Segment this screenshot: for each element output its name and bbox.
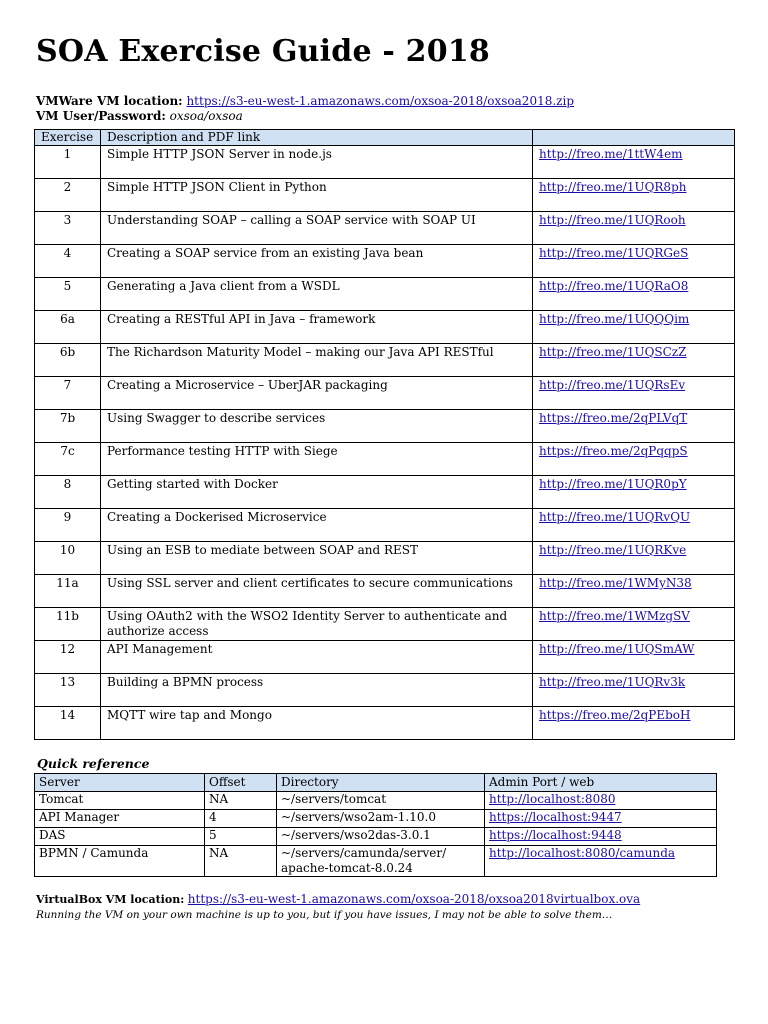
- quick-reference-body: [35, 792, 717, 877]
- server-admin-cell: [485, 846, 717, 877]
- exercise-link-cell: [533, 410, 735, 443]
- exercise-description: Creating a Dockerised Microservice: [101, 509, 533, 542]
- exercise-table-header: [35, 130, 735, 146]
- exercise-pdf-link[interactable]: http://freo.me/1UQRKve: [539, 543, 687, 557]
- exercise-description: Using an ESB to mediate between SOAP and REST: [101, 542, 533, 575]
- exercise-pdf-link[interactable]: http://freo.me/1UQR0pY: [539, 477, 687, 491]
- exercise-row: [35, 179, 735, 212]
- exercise-pdf-link[interactable]: https://freo.me/2qPEboH: [539, 708, 691, 722]
- exercise-description: Creating a Microservice – UberJAR packaging: [101, 377, 533, 410]
- exercise-pdf-link[interactable]: http://freo.me/1UQRaO8: [539, 279, 689, 293]
- exercise-link-cell: [533, 476, 735, 509]
- server-admin-link[interactable]: http://localhost:8080: [489, 792, 616, 806]
- page-title: SOA Exercise Guide - 2018: [36, 34, 490, 69]
- exercise-pdf-link[interactable]: http://freo.me/1UQRv3k: [539, 675, 686, 689]
- exercise-number: 11a: [35, 575, 101, 608]
- exercise-pdf-link[interactable]: http://freo.me/1UQR8ph: [539, 180, 687, 194]
- vm-userpass-line: [36, 108, 243, 124]
- header-description: Description and PDF link: [101, 130, 533, 146]
- exercise-pdf-link[interactable]: http://freo.me/1ttW4em: [539, 147, 683, 161]
- exercise-number: 10: [35, 542, 101, 575]
- exercise-pdf-link[interactable]: https://freo.me/2qPLVqT: [539, 411, 688, 425]
- exercise-number: 7c: [35, 443, 101, 476]
- exercise-row: [35, 509, 735, 542]
- header-admin-port: Admin Port / web: [485, 774, 717, 792]
- exercise-number: 5: [35, 278, 101, 311]
- exercise-description: Creating a SOAP service from an existing Java bean: [101, 245, 533, 278]
- exercise-row: [35, 707, 735, 740]
- exercise-number: 7: [35, 377, 101, 410]
- server-name: API Manager: [35, 810, 205, 828]
- vm-location-label: VMWare VM location:: [36, 94, 183, 108]
- server-name: Tomcat: [35, 792, 205, 810]
- exercise-link-cell: [533, 311, 735, 344]
- server-admin-link[interactable]: http://localhost:8080/camunda: [489, 846, 676, 860]
- exercise-description: Generating a Java client from a WSDL: [101, 278, 533, 311]
- exercise-row: [35, 410, 735, 443]
- exercise-link-cell: [533, 443, 735, 476]
- server-row: [35, 846, 717, 877]
- exercise-number: 9: [35, 509, 101, 542]
- exercise-row: [35, 146, 735, 179]
- quick-reference-header: [35, 774, 717, 792]
- server-directory: ~/servers/tomcat: [277, 792, 485, 810]
- exercise-row: [35, 476, 735, 509]
- header-offset: Offset: [205, 774, 277, 792]
- vm-location-link[interactable]: https://s3-eu-west-1.amazonaws.com/oxsoa-2018/oxsoa2018.zip: [186, 94, 575, 108]
- exercise-number: 7b: [35, 410, 101, 443]
- exercise-link-cell: [533, 245, 735, 278]
- server-row: [35, 810, 717, 828]
- exercise-pdf-link[interactable]: http://freo.me/1UQRGeS: [539, 246, 689, 260]
- exercise-link-cell: [533, 608, 735, 641]
- exercise-number: 3: [35, 212, 101, 245]
- exercise-table: [34, 129, 735, 740]
- exercise-link-cell: [533, 509, 735, 542]
- header-server: Server: [35, 774, 205, 792]
- exercise-link-cell: [533, 641, 735, 674]
- exercise-row: [35, 245, 735, 278]
- exercise-link-cell: [533, 674, 735, 707]
- server-offset: NA: [205, 792, 277, 810]
- exercise-row: [35, 344, 735, 377]
- exercise-link-cell: [533, 707, 735, 740]
- exercise-number: 1: [35, 146, 101, 179]
- exercise-link-cell: [533, 278, 735, 311]
- vm-location-line: [36, 93, 574, 109]
- exercise-description: Using OAuth2 with the WSO2 Identity Server to authenticate and authorize access: [101, 608, 533, 641]
- quick-reference-table: [34, 773, 717, 877]
- header-directory: Directory: [277, 774, 485, 792]
- server-directory: ~/servers/wso2am-1.10.0: [277, 810, 485, 828]
- server-offset: 4: [205, 810, 277, 828]
- exercise-description: Getting started with Docker: [101, 476, 533, 509]
- server-directory: ~/servers/camunda/server/ apache-tomcat-8.0.24: [277, 846, 485, 877]
- exercise-pdf-link[interactable]: http://freo.me/1UQRooh: [539, 213, 686, 227]
- exercise-description: Creating a RESTful API in Java – framework: [101, 311, 533, 344]
- exercise-number: 14: [35, 707, 101, 740]
- exercise-pdf-link[interactable]: http://freo.me/1UQSCzZ: [539, 345, 687, 359]
- exercise-pdf-link[interactable]: http://freo.me/1WMzgSV: [539, 609, 690, 623]
- exercise-number: 6b: [35, 344, 101, 377]
- server-offset: NA: [205, 846, 277, 877]
- exercise-number: 8: [35, 476, 101, 509]
- header-exercise: Exercise: [35, 130, 101, 146]
- exercise-description: Using Swagger to describe services: [101, 410, 533, 443]
- exercise-row: [35, 443, 735, 476]
- exercise-pdf-link[interactable]: http://freo.me/1UQRsEv: [539, 378, 686, 392]
- exercise-pdf-link[interactable]: http://freo.me/1UQSmAW: [539, 642, 695, 656]
- server-row: [35, 828, 717, 846]
- exercise-row: [35, 575, 735, 608]
- exercise-row: [35, 311, 735, 344]
- exercise-number: 13: [35, 674, 101, 707]
- exercise-description: Performance testing HTTP with Siege: [101, 443, 533, 476]
- exercise-pdf-link[interactable]: http://freo.me/1UQRvQU: [539, 510, 691, 524]
- exercise-description: Simple HTTP JSON Client in Python: [101, 179, 533, 212]
- exercise-description: Understanding SOAP – calling a SOAP service with SOAP UI: [101, 212, 533, 245]
- exercise-number: 4: [35, 245, 101, 278]
- server-admin-link[interactable]: https://localhost:9447: [489, 810, 622, 824]
- server-row: [35, 792, 717, 810]
- virtualbox-line: [36, 892, 640, 906]
- virtualbox-label: VirtualBox VM location:: [36, 893, 185, 906]
- exercise-link-cell: [533, 212, 735, 245]
- header-link: [533, 130, 735, 146]
- exercise-pdf-link[interactable]: http://freo.me/1WMyN38: [539, 576, 692, 590]
- exercise-row: [35, 674, 735, 707]
- exercise-description: The Richardson Maturity Model – making our Java API RESTful: [101, 344, 533, 377]
- vm-userpass-label: VM User/Password:: [36, 109, 166, 123]
- exercise-description: Building a BPMN process: [101, 674, 533, 707]
- exercise-number: 11b: [35, 608, 101, 641]
- exercise-row: [35, 641, 735, 674]
- exercise-description: Using SSL server and client certificates to secure communications: [101, 575, 533, 608]
- exercise-link-cell: [533, 575, 735, 608]
- exercise-link-cell: [533, 344, 735, 377]
- server-name: BPMN / Camunda: [35, 846, 205, 877]
- server-offset: 5: [205, 828, 277, 846]
- quick-reference-title: Quick reference: [37, 756, 150, 771]
- exercise-description: MQTT wire tap and Mongo: [101, 707, 533, 740]
- vm-userpass-value: oxsoa/oxsoa: [169, 109, 243, 123]
- exercise-pdf-link[interactable]: https://freo.me/2qPqqpS: [539, 444, 688, 458]
- exercise-number: 12: [35, 641, 101, 674]
- exercise-row: [35, 608, 735, 641]
- server-admin-link[interactable]: https://localhost:9448: [489, 828, 622, 842]
- exercise-description: API Management: [101, 641, 533, 674]
- exercise-row: [35, 377, 735, 410]
- server-directory: ~/servers/wso2das-3.0.1: [277, 828, 485, 846]
- exercise-row: [35, 212, 735, 245]
- server-name: DAS: [35, 828, 205, 846]
- exercise-table-body: [35, 146, 735, 740]
- server-admin-cell: [485, 792, 717, 810]
- exercise-link-cell: [533, 179, 735, 212]
- exercise-link-cell: [533, 542, 735, 575]
- exercise-row: [35, 542, 735, 575]
- exercise-pdf-link[interactable]: http://freo.me/1UQQQim: [539, 312, 690, 326]
- exercise-number: 6a: [35, 311, 101, 344]
- exercise-row: [35, 278, 735, 311]
- server-admin-cell: [485, 810, 717, 828]
- virtualbox-link[interactable]: https://s3-eu-west-1.amazonaws.com/oxsoa-2018/oxsoa2018virtualbox.ova: [187, 892, 641, 906]
- server-admin-cell: [485, 828, 717, 846]
- vm-note: Running the VM on your own machine is up to you, but if you have issues, I may not be able to solve them…: [36, 909, 613, 921]
- exercise-link-cell: [533, 146, 735, 179]
- exercise-link-cell: [533, 377, 735, 410]
- exercise-number: 2: [35, 179, 101, 212]
- exercise-description: Simple HTTP JSON Server in node.js: [101, 146, 533, 179]
